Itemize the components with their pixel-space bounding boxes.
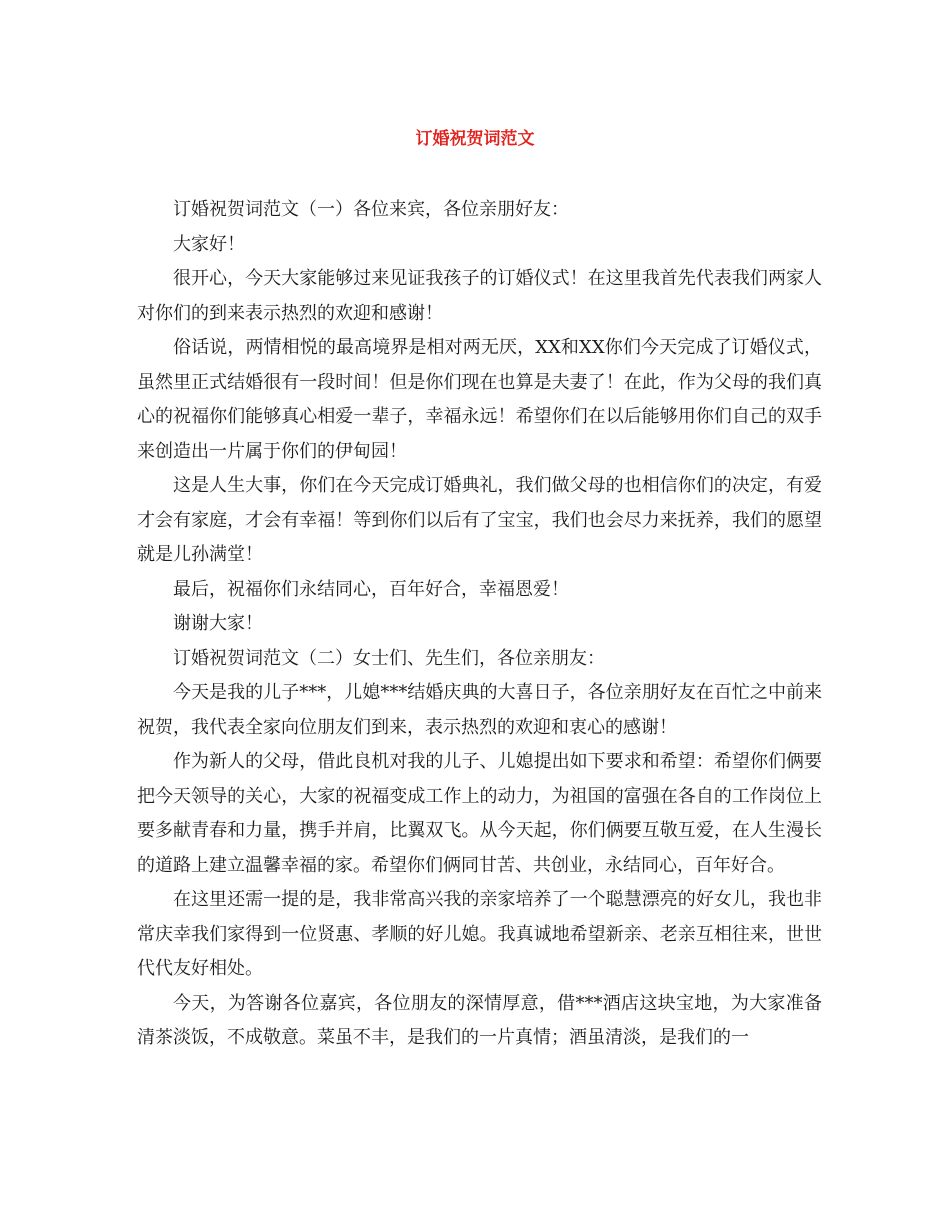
paragraph: 订婚祝贺词范文（一）各位来宾，各位亲朋好友： — [173, 199, 569, 220]
document-body — [137, 193, 822, 1056]
paragraph: 很开心，今天大家能够过来见证我孩子的订婚仪式！在这里我首先代表我们两家人对你们的到来表示热烈的欢迎和感谢！ — [137, 268, 822, 324]
paragraph: 谢谢大家！ — [173, 613, 263, 634]
paragraph: 在这里还需一提的是，我非常高兴我的亲家培养了一个聪慧漂亮的好女儿，我也非常庆幸我们家得到一位贤惠、孝顺的好儿媳。我真诚地希望新亲、老亲互相往来，世世代代友好相处。 — [137, 889, 822, 979]
paragraph: 俗话说，两情相悦的最高境界是相对两无厌，XX和XX你们今天完成了订婚仪式，虽然里正式结婚很有一段时间！但是你们现在也算是夫妻了！在此，作为父母的我们真心的祝福你们能够真心相爱一辈子，幸福永远！希望你们在以后能够用你们自己的双手来创造出一片属于你们的伊甸园！ — [137, 337, 822, 462]
paragraph: 今天是我的儿子***，儿媳***结婚庆典的大喜日子，各位亲朋好友在百忙之中前来祝贺，我代表全家向位朋友们到来，表示热烈的欢迎和衷心的感谢！ — [137, 682, 822, 738]
paragraph: 作为新人的父母，借此良机对我的儿子、儿媳提出如下要求和希望：希望你们俩要把今天领导的关心，大家的祝福变成工作上的动力，为祖国的富强在各自的工作岗位上要多献青春和力量，携手并肩，比翼双飞。从今天起，你们俩要互敬互爱，在人生漫长的道路上建立温馨幸福的家。希望你们俩同甘苦、共创业，永结同心，百年好合。 — [137, 751, 822, 876]
paragraph: 最后，祝福你们永结同心，百年好合，幸福恩爱！ — [173, 578, 569, 600]
paragraph: 订婚祝贺词范文（二）女士们、先生们，各位亲朋友： — [173, 647, 605, 669]
document-title: 订婚祝贺词范文 — [415, 129, 535, 149]
paragraph: 今天，为答谢各位嘉宾，各位朋友的深情厚意，借***酒店这块宝地，为大家准备清茶淡饭，不成敬意。菜虽不丰，是我们的一片真情；酒虽清淡，是我们的一 — [137, 992, 822, 1048]
paragraph: 大家好！ — [173, 233, 245, 255]
paragraph: 这是人生大事，你们在今天完成订婚典礼，我们做父母的也相信你们的决定，有爱才会有家庭，才会有幸福！等到你们以后有了宝宝，我们也会尽力来抚养，我们的愿望就是儿孙满堂！ — [137, 475, 822, 565]
